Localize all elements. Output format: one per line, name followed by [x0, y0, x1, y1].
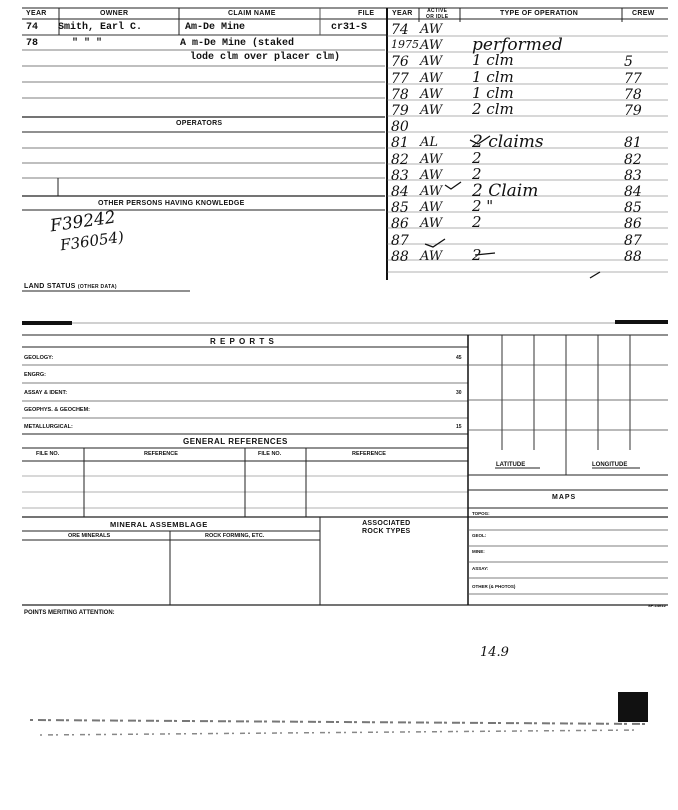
activity-crew: 78 [624, 86, 642, 103]
activity-year: 80 [391, 119, 409, 136]
owner-row-1-year: 74 [26, 22, 39, 33]
bottom-handwritten-note: 14.9 [480, 645, 509, 660]
owner-row-1-owner: Smith, Earl C. [58, 22, 143, 33]
activity-operation: 2 [472, 245, 482, 264]
activity-operation: 1 clm [472, 67, 514, 86]
activity-year: 86 [391, 216, 409, 233]
longitude-label: LONGITUDE [592, 462, 628, 468]
activity-crew: 86 [624, 216, 642, 233]
report-row-number: 15 [456, 424, 462, 430]
associated-rock-types-label: ASSOCIATED ROCK TYPES [362, 520, 411, 535]
activity-operation: 2 [472, 213, 482, 232]
header-claim-name: CLAIM NAME [228, 10, 276, 17]
activity-operation: 2 clm [472, 100, 514, 118]
header-active-idle: ACTIVE OR IDLE [426, 8, 449, 20]
maps-row-label: OTHER (& PHOTOS) [472, 584, 516, 589]
activity-year: 83 [391, 167, 409, 184]
owner-row-1-file: cr31-S [331, 22, 368, 33]
maps-row-label: ASSAY: [472, 566, 489, 571]
activity-year: 77 [391, 70, 409, 87]
owner-row-1-claim: Am-De Mine [185, 22, 246, 33]
maps-row-label: MINE: [472, 549, 485, 554]
activity-year: 74 [391, 22, 409, 38]
operators-label: OPERATORS [176, 120, 223, 127]
gref-col-reference-1: REFERENCE [144, 451, 178, 457]
activity-crew: 82 [624, 151, 642, 168]
maps-title: MAPS [552, 494, 577, 501]
maps-row-label: GEOL: [472, 533, 487, 538]
header-owner: OWNER [100, 10, 129, 17]
header-file: FILE [358, 10, 375, 17]
activity-operation: 2 claims [472, 132, 544, 153]
activity-year: 81 [391, 135, 409, 152]
activity-year: 79 [391, 103, 409, 119]
activity-crew: 77 [624, 70, 642, 87]
maps-row-label: TOPOG: [472, 511, 490, 516]
activity-status: AW [420, 86, 443, 102]
activity-operation: 1 clm [472, 51, 514, 70]
activity-operation: 2 " [472, 197, 494, 216]
activity-operation: performed [472, 35, 563, 56]
activity-year: 76 [391, 54, 409, 71]
activity-status: AW [420, 184, 443, 199]
activity-status: AW [420, 216, 443, 232]
report-row-label: GEOLOGY: [24, 355, 54, 361]
report-row-label: METALLURGICAL: [24, 424, 73, 430]
activity-year: 84 [391, 184, 409, 200]
report-row-number: 45 [456, 355, 462, 361]
mineral-assemblage-title: MINERAL ASSEMBLAGE [110, 520, 208, 529]
activity-status: AW [420, 200, 443, 216]
activity-crew: 84 [624, 184, 642, 200]
activity-status: AW [420, 103, 443, 118]
other-persons-note-2: F36054) [59, 227, 125, 255]
activity-crew: 81 [624, 135, 642, 152]
activity-status: AW [420, 54, 443, 70]
activity-crew: 88 [624, 248, 642, 265]
owner-row-2-year: 78 [26, 38, 39, 49]
other-persons-label: OTHER PERSONS HAVING KNOWLEDGE [98, 200, 245, 207]
owner-row-3-claim: lode clm over placer clm) [190, 52, 341, 63]
activity-year: 87 [391, 232, 409, 249]
report-row-label: ENGRG: [24, 372, 46, 378]
latitude-label: LATITUDE [496, 462, 526, 468]
general-references-title: GENERAL REFERENCES [183, 437, 288, 446]
points-meriting-attention-label: POINTS MERITING ATTENTION: [24, 610, 115, 616]
other-persons-note-1: F39242 [48, 207, 117, 237]
report-row-label: ASSAY & IDENT: [24, 390, 68, 396]
activity-year: 85 [391, 200, 409, 217]
activity-crew: 83 [624, 167, 642, 184]
activity-crew: 87 [624, 232, 642, 249]
activity-crew: 85 [624, 200, 642, 217]
header-year-activity: YEAR [392, 10, 413, 17]
activity-status: AW [420, 248, 443, 264]
activity-operation: 2 Claim [472, 181, 539, 201]
activity-year: 78 [391, 86, 409, 103]
header-crew: CREW [632, 10, 655, 17]
gref-col-reference-2: REFERENCE [352, 451, 386, 457]
activity-year: 1975 [391, 38, 419, 52]
activity-operation: 2 [472, 164, 482, 183]
header-type-of-operation: TYPE OF OPERATION [500, 10, 579, 17]
report-row-number: 30 [456, 390, 462, 396]
activity-operation: 1 clm [472, 83, 514, 102]
report-row-label: GEOPHYS. & GEOCHEM: [24, 407, 91, 413]
activity-year: 82 [391, 151, 409, 168]
activity-status: AW [420, 38, 443, 54]
reports-title: R E P O R T S [210, 337, 275, 346]
ore-minerals-label: ORE MINERALS [68, 533, 111, 539]
activity-status: AW [420, 22, 443, 37]
gref-col-file-no-2: FILE NO. [258, 451, 282, 457]
form-number: SP-14612 [648, 603, 666, 608]
activity-status: AW [420, 151, 443, 167]
owner-row-2-claim: A m-De Mine (staked [180, 38, 295, 49]
land-status-label: LAND STATUS (OTHER DATA) [24, 283, 117, 290]
owner-row-2-owner: " " " [72, 38, 103, 49]
activity-crew: 5 [624, 54, 633, 71]
rock-forming-label: ROCK FORMING, ETC. [205, 533, 265, 539]
activity-operation: 2 [472, 148, 482, 167]
activity-crew: 79 [624, 103, 642, 119]
activity-status: AW [420, 167, 443, 183]
activity-status: AW [420, 70, 443, 86]
header-year: YEAR [26, 10, 47, 17]
activity-year: 88 [391, 248, 409, 265]
gref-col-file-no-1: FILE NO. [36, 451, 60, 457]
activity-status: AL [420, 135, 439, 151]
